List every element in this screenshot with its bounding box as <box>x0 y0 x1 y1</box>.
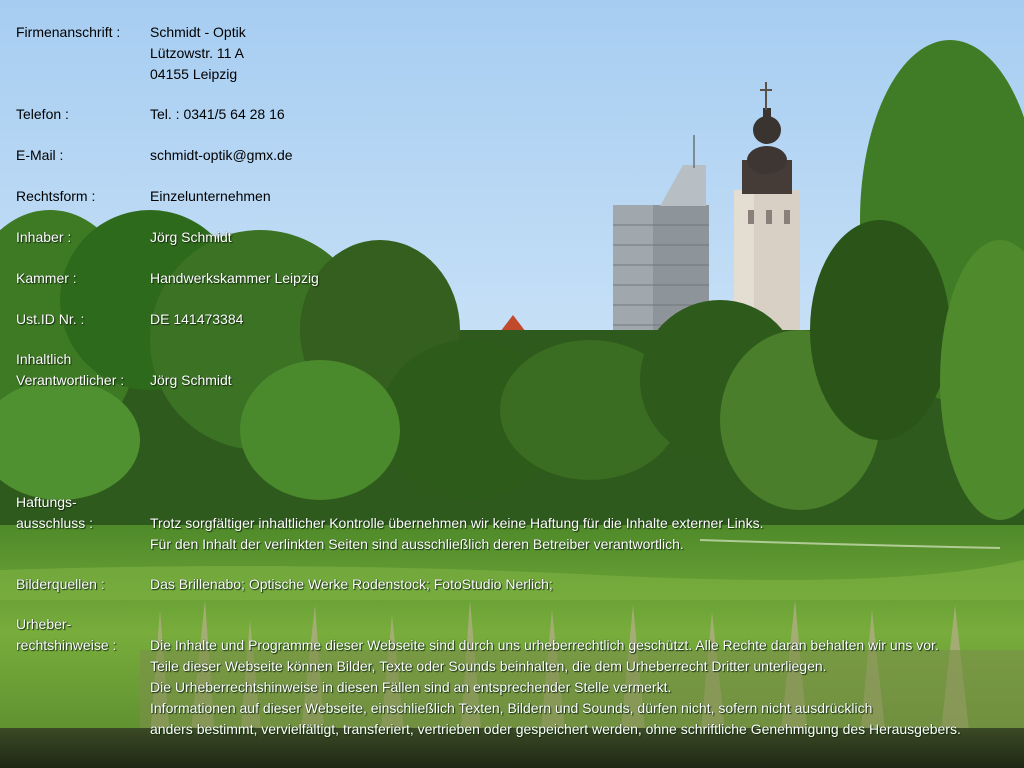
verantwortlich-value: Jörg Schmidt <box>150 372 232 388</box>
inhaber-value: Jörg Schmidt <box>150 229 232 245</box>
urheber-label-line2: rechtshinweise : <box>16 637 117 653</box>
haftung-line: Für den Inhalt der verlinkten Seiten sind ausschließlich deren Betreiber verantwortlich. <box>150 536 684 552</box>
inhaber-label: Inhaber : <box>16 229 72 245</box>
ustid-label: Ust.ID Nr. : <box>16 311 85 327</box>
address-company: Schmidt - Optik <box>150 24 246 40</box>
kammer-value: Handwerkskammer Leipzig <box>150 270 319 286</box>
urheber-line: Teile dieser Webseite können Bilder, Texte oder Sounds beinhalten, die dem Urheberrecht Dritter unterliegen. <box>150 658 827 674</box>
address-city: 04155 Leipzig <box>150 66 238 82</box>
urheber-line: Die Urheberrechtshinweise in diesen Fällen sind an entsprechender Stelle vermerkt. <box>150 679 672 695</box>
haftung-line: Trotz sorgfältiger inhaltlicher Kontrolle übernehmen wir keine Haftung für die Inhalte externer Links. <box>150 515 764 531</box>
telefon-value: Tel. : 0341/5 64 28 16 <box>150 106 285 122</box>
verantwortlich-label-line2: Verantwortlicher : <box>16 372 125 388</box>
telefon-label: Telefon : <box>16 106 69 122</box>
urheber-label <box>16 614 116 656</box>
verantwortlich-label <box>16 349 124 391</box>
haftung-label-line1: Haftungs- <box>16 494 77 510</box>
kammer-label: Kammer : <box>16 270 77 286</box>
urheber-line: Die Inhalte und Programme dieser Webseite sind durch uns urheberrechtlich geschützt. Alle Rechte daran behalten wir uns vor. <box>150 637 939 653</box>
haftung-text <box>150 513 763 555</box>
rechtsform-value: Einzelunternehmen <box>150 188 271 204</box>
firmenanschrift-value <box>150 22 246 85</box>
bilderquellen-value: Das Brillenabo; Optische Werke Rodenstock; FotoStudio Nerlich; <box>150 576 553 592</box>
ustid-value: DE 141473384 <box>150 311 244 327</box>
bilderquellen-label: Bilderquellen : <box>16 576 105 592</box>
urheber-text <box>150 635 961 740</box>
urheber-line: Informationen auf dieser Webseite, einschließlich Texten, Bildern und Sounds, dürfen nicht, sofern nicht ausdrücklich <box>150 700 873 716</box>
urheber-line: anders bestimmt, vervielfältigt, transferiert, vertrieben oder gespeichert werden, ohne schriftliche Genehmigung des Herausgebers. <box>150 721 961 737</box>
email-link[interactable]: schmidt-optik@gmx.de <box>150 147 293 163</box>
haftung-label <box>16 492 93 534</box>
urheber-label-line1: Urheber- <box>16 616 72 632</box>
rechtsform-label: Rechtsform : <box>16 188 96 204</box>
firmenanschrift-label: Firmenanschrift : <box>16 24 121 40</box>
email-label: E-Mail : <box>16 147 64 163</box>
verantwortlich-label-line1: Inhaltlich <box>16 351 72 367</box>
haftung-label-line2: ausschluss : <box>16 515 94 531</box>
address-street: Lützowstr. 11 A <box>150 45 244 61</box>
